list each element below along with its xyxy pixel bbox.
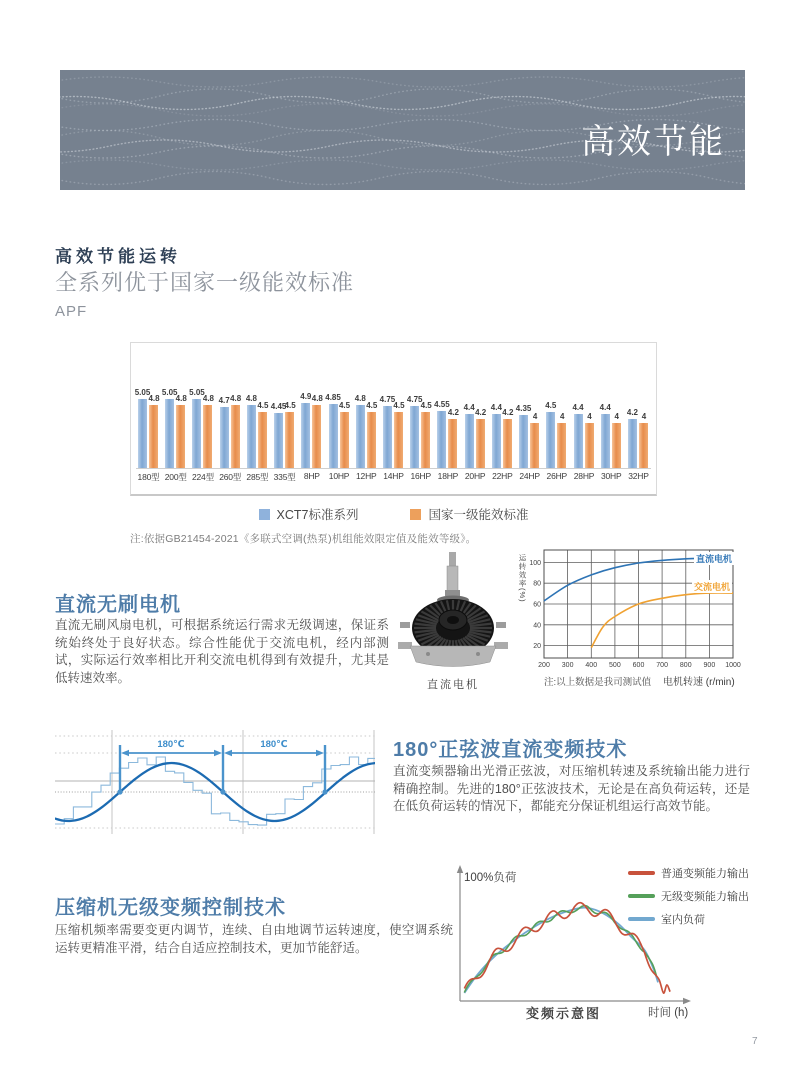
apf-axis-label: APF — [55, 303, 88, 320]
motor-chart-note: 注:以上数据是我司测试值 — [544, 677, 652, 688]
svg-text:900: 900 — [703, 662, 716, 669]
bar-group — [270, 343, 296, 482]
bar-xct7 — [437, 411, 446, 468]
banner — [60, 70, 745, 190]
bar-value-label: 4.5 — [257, 400, 269, 410]
section-title-compressor: 压缩机无级变频控制技术 — [55, 897, 286, 919]
bar-group — [161, 343, 187, 482]
page-number: 7 — [752, 1036, 758, 1047]
section-title-efficiency: 高效节能运转 — [55, 247, 181, 266]
category-label: 30HP — [600, 471, 622, 481]
bar-national-standard — [149, 405, 158, 468]
bar-value-label: 4.7 — [218, 396, 230, 406]
category-label: 8HP — [303, 471, 320, 481]
bar-value-label: 4.5 — [393, 400, 405, 410]
bar-xct7 — [301, 403, 310, 468]
frequency-chart-ylabel: 100%负荷 — [464, 872, 517, 884]
bar-value-label: 4 — [560, 412, 565, 421]
bar-xct7 — [601, 414, 610, 468]
category-label: 200型 — [164, 472, 187, 482]
phase-annotation-2: 180℃ — [260, 739, 288, 750]
bar-group — [325, 343, 351, 481]
sine-wave-plot — [55, 726, 375, 838]
category-label: 12HP — [356, 471, 377, 481]
bar-xct7 — [247, 405, 256, 468]
bar-value-label: 4 — [532, 412, 538, 421]
apf-chart-legend — [130, 505, 657, 523]
category-label: 180型 — [137, 472, 160, 482]
motor-chart-ylabel: 运转效率(%) — [518, 554, 527, 603]
bar-value-label: 4.5 — [284, 400, 296, 410]
svg-text:60: 60 — [533, 601, 541, 609]
bar-xct7 — [546, 412, 555, 468]
bar-value-label: 4.2 — [502, 407, 514, 417]
bar-value-label: 4.9 — [300, 391, 312, 401]
bar-group — [515, 343, 540, 481]
bar-xct7 — [492, 414, 501, 468]
category-label: 10HP — [328, 471, 350, 481]
category-label: 24HP — [519, 471, 540, 481]
svg-text:40: 40 — [533, 622, 541, 630]
bar-value-label: 4.5 — [420, 400, 432, 410]
dc-motor-curve-label: 直流电机 — [696, 554, 733, 564]
category-label: 22HP — [492, 471, 513, 481]
bar-group — [463, 343, 487, 481]
bar-value-label: 4.8 — [354, 394, 366, 403]
legend-swatch-blue — [628, 917, 655, 922]
svg-text:1000: 1000 — [725, 662, 741, 669]
bar-group — [434, 343, 459, 481]
legend-item-indoor-load — [628, 911, 749, 927]
svg-text:100: 100 — [529, 559, 541, 567]
bar-group — [545, 343, 568, 481]
bar-national-standard — [258, 412, 267, 468]
bar-value-label: 4.8 — [148, 394, 160, 403]
bar-value-label: 4.85 — [325, 392, 341, 402]
bar-value-label: 4.8 — [202, 394, 214, 403]
bar-xct7 — [574, 414, 583, 468]
motor-efficiency-chart — [516, 546, 761, 696]
bar-value-label: 5.05 — [189, 388, 205, 398]
bar-xct7 — [165, 399, 174, 468]
frequency-chart-xlabel: 时间 (h) — [648, 1007, 689, 1019]
legend-swatch-blue — [259, 509, 270, 520]
legend-swatch-orange — [410, 509, 421, 520]
motor-chart-xlabel: 电机转速 (r/min) — [663, 677, 735, 688]
frequency-chart-legend — [628, 865, 749, 927]
motor-efficiency-plot — [520, 546, 745, 686]
bar-value-label: 4.5 — [545, 400, 557, 410]
bar-value-label: 4.4 — [572, 403, 584, 412]
section-title-dc-motor: 直流无刷电机 — [55, 594, 181, 616]
section-body-sine-wave: 直流变频器输出光滑正弦波，对压缩机转速及系统输出能力进行精确控制。先进的180°正弦波技术，无论是在高负荷运转，还是在低负荷运转的情况下，都能充分保证机组运行高效节能。 — [393, 764, 750, 813]
apf-bar-chart — [130, 342, 657, 496]
bar-value-label: 4.8 — [311, 394, 323, 403]
legend-item-xct7 — [259, 505, 359, 523]
bar-national-standard — [285, 412, 294, 468]
bar-national-standard — [203, 405, 212, 468]
bar-value-label: 4 — [587, 412, 592, 421]
legend-label: 国家一级能效标准 — [428, 508, 529, 522]
bar-group — [245, 343, 269, 482]
legend-label: 普通变频能力输出 — [661, 868, 749, 880]
bar-national-standard — [394, 412, 403, 468]
category-label: 16HP — [410, 471, 431, 481]
svg-text:200: 200 — [538, 662, 550, 669]
bar-national-standard — [312, 405, 321, 468]
bar-value-label: 4.45 — [270, 401, 287, 411]
svg-text:80: 80 — [533, 580, 541, 588]
section-subtitle-efficiency: 全系列优于国家一级能效标准 — [55, 270, 355, 295]
bar-group — [406, 343, 432, 481]
category-label: 28HP — [573, 471, 595, 481]
dc-motor-photo — [398, 550, 508, 691]
bar-value-label: 4.5 — [366, 400, 378, 410]
bar-value-label: 5.05 — [161, 388, 178, 398]
bar-xct7 — [465, 414, 474, 468]
frequency-chart — [452, 862, 754, 1024]
bar-value-label: 4.35 — [515, 404, 532, 414]
bar-xct7 — [410, 406, 419, 468]
bar-group — [134, 343, 160, 482]
bar-group — [354, 343, 378, 481]
svg-text:20: 20 — [533, 643, 541, 651]
bar-national-standard — [557, 423, 566, 468]
legend-swatch-red — [628, 871, 655, 876]
apf-chart-note: 注:依据GB21454-2021《多联式空调(热泵)机组能效限定值及能效等级》。 — [130, 533, 477, 545]
bar-groups — [134, 343, 649, 482]
bar-national-standard — [503, 419, 512, 469]
category-label: 26HP — [546, 471, 568, 481]
bar-value-label: 4.75 — [406, 395, 423, 405]
bar-value-label: 4 — [614, 412, 619, 421]
category-label: 260型 — [219, 472, 242, 482]
bar-xct7 — [138, 399, 147, 468]
bar-national-standard — [639, 423, 648, 468]
category-label: 285型 — [246, 472, 269, 482]
legend-swatch-green — [628, 894, 655, 899]
bar-national-standard — [367, 412, 376, 468]
legend-item-stepless-inverter — [628, 888, 749, 904]
bar-group — [572, 343, 595, 481]
bar-value-label: 4.8 — [230, 394, 242, 403]
bar-national-standard — [448, 419, 457, 469]
category-label: 20HP — [464, 471, 486, 481]
bar-group — [379, 343, 405, 481]
bar-value-label: 4.2 — [626, 407, 638, 417]
bar-national-standard — [231, 405, 240, 468]
phase-annotation-1: 180℃ — [157, 739, 185, 750]
bar-national-standard — [612, 423, 621, 468]
bar-value-label: 4.55 — [434, 399, 450, 409]
bar-national-standard — [585, 423, 594, 468]
bar-value-label: 4.2 — [475, 407, 487, 417]
bar-value-label: 4.75 — [379, 395, 396, 405]
legend-label: 无级变频能力输出 — [661, 891, 749, 903]
chart-baseline — [136, 468, 651, 469]
category-label: 32HP — [628, 471, 649, 481]
bar-national-standard — [176, 405, 185, 468]
dc-motor-illustration — [398, 550, 508, 672]
bar-national-standard — [340, 412, 349, 468]
category-label: 14HP — [383, 471, 404, 481]
sine-wave-diagram — [55, 726, 375, 838]
bar-value-label: 4.8 — [245, 394, 257, 403]
svg-text:500: 500 — [609, 662, 621, 669]
section-title-sine-wave: 180°正弦波直流变频技术 — [393, 739, 628, 761]
bar-xct7 — [192, 399, 201, 468]
bar-national-standard — [421, 412, 430, 468]
legend-item-normal-inverter — [628, 865, 749, 881]
bar-group — [300, 343, 323, 481]
bar-value-label: 5.05 — [134, 388, 151, 398]
bar-group — [599, 343, 622, 481]
bar-value-label: 4 — [641, 412, 647, 421]
svg-text:700: 700 — [656, 662, 668, 669]
dc-motor-caption: 直流电机 — [427, 679, 479, 691]
category-label: 224型 — [191, 472, 214, 482]
frequency-chart-caption: 变频示意图 — [526, 1006, 602, 1021]
bar-value-label: 4.4 — [599, 403, 611, 412]
bar-xct7 — [274, 413, 283, 468]
category-label: 18HP — [437, 471, 459, 481]
svg-text:800: 800 — [679, 662, 692, 669]
bar-xct7 — [329, 404, 338, 468]
bar-value-label: 4.8 — [175, 394, 187, 403]
bar-group — [189, 343, 214, 482]
legend-label: 室内负荷 — [661, 914, 705, 926]
section-body-dc-motor: 直流无刷风扇电机，可根据系统运行需求无级调速，保证系统始终处于良好状态。综合性能优于交流电机，经内部测试，实际运行效率相比开利交流电机得到有效提升，尤其是低转速效率。 — [55, 618, 389, 685]
svg-text:300: 300 — [561, 662, 574, 669]
bar-xct7 — [628, 419, 637, 469]
bar-value-label: 4.4 — [463, 403, 475, 412]
bar-xct7 — [519, 415, 528, 468]
bar-group — [490, 343, 514, 481]
bar-value-label: 4.2 — [447, 407, 459, 417]
section-body-compressor: 压缩机频率需要变更内调节，连续、自由地调节运转速度，使空调系统运转更精准平滑，结合自适应控制技术，更加节能舒适。 — [55, 923, 453, 955]
bar-national-standard — [476, 419, 485, 469]
svg-text:600: 600 — [632, 662, 645, 669]
category-label: 335型 — [273, 472, 296, 482]
bar-national-standard — [530, 423, 539, 468]
legend-label: XCT7标准系列 — [276, 508, 359, 522]
legend-item-national — [410, 505, 528, 523]
bar-group — [626, 343, 649, 481]
bar-value-label: 4.5 — [338, 400, 351, 410]
svg-text:400: 400 — [585, 662, 598, 669]
bar-xct7 — [383, 406, 392, 468]
page-title: 高效节能 — [581, 123, 725, 161]
bar-xct7 — [220, 407, 229, 468]
ac-motor-curve-label: 交流电机 — [694, 582, 731, 592]
bar-group — [218, 343, 242, 482]
bar-xct7 — [356, 405, 365, 468]
bar-value-label: 4.4 — [490, 403, 502, 412]
